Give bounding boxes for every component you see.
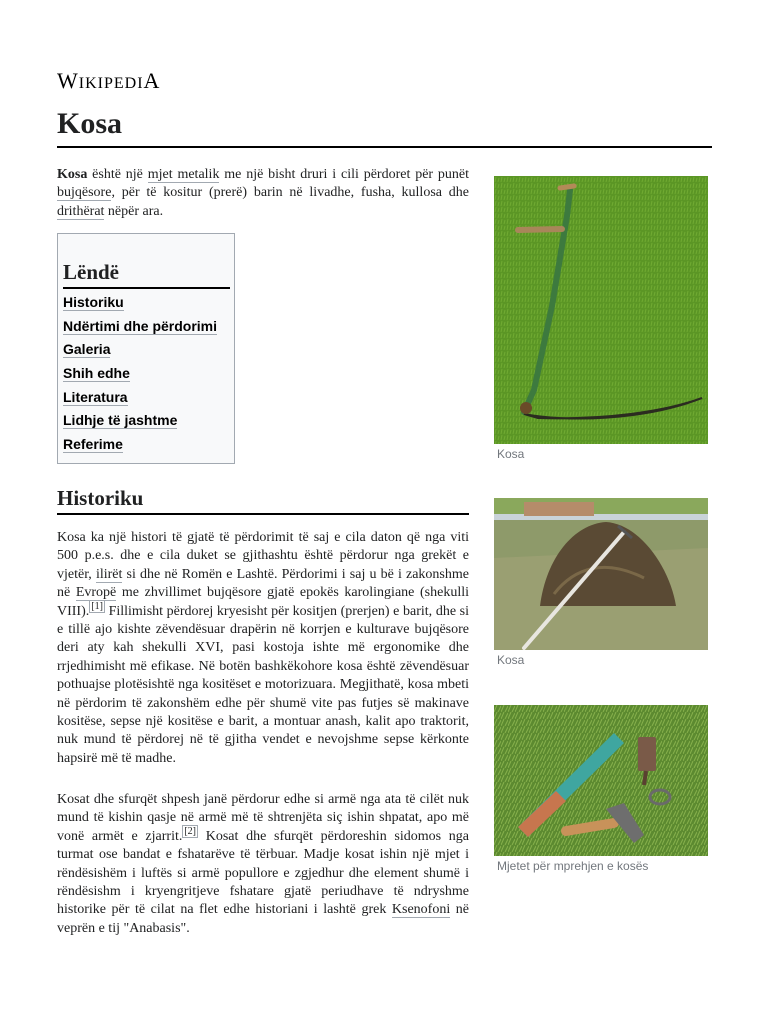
- figure-sharpening-tools: [494, 705, 708, 874]
- link-drітherat[interactable]: drithërat: [57, 203, 105, 219]
- toc-item-shih-edhe[interactable]: Shih edhe: [63, 365, 130, 382]
- link-mjet-metalik[interactable]: mjet metalik: [147, 167, 220, 182]
- toc-item-referime[interactable]: Referime: [63, 436, 123, 453]
- history-paragraph-2: [57, 791, 469, 938]
- toc-item-ndertimi[interactable]: Ndërtimi dhe përdorimi: [63, 317, 218, 334]
- lead-paragraph: [57, 166, 469, 221]
- paragraph-text: Kosat dhe sfurqët shpesh janë përdorur edhe si armë nga ata të cilët nuk mund të kishin qasje në armë më të shtrenjëta siç ishin shpatat, apo më vonë armët e zjarrit.: [57, 792, 469, 844]
- figure-caption: Kosa: [497, 653, 525, 667]
- paragraph-text: Fillimisht përdorej kryesisht për kositjen (prerjen) e barit, dhe si e tillë ajo kishte zëvendësuar drapërin në korrjen e kulturave bujqësore deri aty kah shekulli XVI, pasi kostoja ishte më ergonomike dhe rrjedhimisht më efikase. Në botën bashkëkohore kosa është zëvendësuar pothuajse plotësishtë nga kositëset e motorizuara. Megjithatë, kosa mbeti në përdorim të zakonshëm edhe për shumë vite pas futjes së makinave kositëse, sepse një kositëse e barit, a montuar anash, kalit apo traktorit, nuk mund të përdorej në të gjitha vendet e nevojshme sepse kërkonte hapsirë më të madhe.: [57, 603, 469, 766]
- logo-text-c: A: [143, 68, 161, 93]
- lead-text: me një bisht druri i cili përdoret për punët: [219, 167, 470, 182]
- figure-caption: Kosa: [497, 447, 525, 461]
- lead-text: nëpër ara.: [104, 203, 164, 219]
- wikipedia-logo[interactable]: [57, 68, 160, 94]
- figure-caption: Mjetet për mprehjen e kosës: [497, 859, 649, 873]
- toc-item-galeria[interactable]: Galeria: [63, 341, 111, 358]
- lead-bold-term: Kosa: [57, 167, 88, 182]
- paragraph-text: Kosa ka një histori të gjatë të përdorimit të saj e cila daton që nga viti 500 p.e.s. dhe e cila duket se gjithashtu është përdorur nga grekët e vjetër,: [57, 530, 469, 582]
- paragraph-text: Kosat dhe sfurqët përdoreshin sidomos nga turmat ose bandat e fshatarëve të tërbuar. Madje kosat ishin një mjet i rëndësishëm i luftës si armë popullore e zgjedhur dhe element shumë i rëndësishm i kryengritjeve fshatare gjatë periudhave të ndryshme historike për të cilat na flet edhe historiani i lashtë grek: [57, 828, 469, 918]
- toc-item-literatura[interactable]: Literatura: [63, 388, 128, 405]
- lead-text: është një: [87, 167, 148, 182]
- reference-1[interactable]: [1]: [91, 600, 103, 612]
- paragraph-text: si dhe në Romën e Lashtë. Përdorimi i saj u bë i zakonshme në: [57, 566, 469, 601]
- link-iliret[interactable]: ilirët: [95, 566, 123, 582]
- figure-haystack: [494, 498, 708, 668]
- page-title: Kosa: [57, 104, 712, 148]
- paragraph-text: në veprën e tij "Anabasis".: [57, 902, 469, 936]
- paragraph-text: me zhvillimet bujqësore gjatë epokës karolingiane (shekulli VIII).: [57, 585, 469, 619]
- table-of-contents: [57, 233, 235, 464]
- link-bujqesore[interactable]: bujqësore: [57, 185, 112, 201]
- section-heading-historiku: Historiku: [57, 485, 469, 515]
- toc-list: [63, 294, 217, 460]
- toc-item-lidhje[interactable]: Lidhje të jashtme: [63, 412, 178, 429]
- logo-text-b: IKIPEDI: [78, 75, 144, 92]
- link-ksenofoni[interactable]: Ksenofoni: [391, 902, 451, 918]
- figure-scythe: [494, 176, 708, 462]
- toc-title: Lëndë: [63, 258, 230, 289]
- reference-2[interactable]: [2]: [184, 826, 197, 838]
- haystack-image[interactable]: [494, 498, 708, 650]
- lead-text: , për të kositur (prerë) barin në livadhe, fusha, kullosa dhe: [111, 185, 469, 201]
- scythe-image[interactable]: [494, 176, 708, 444]
- logo-text-a: W: [57, 68, 79, 93]
- link-evrope[interactable]: Evropë: [75, 585, 117, 601]
- sharpening-tools-image[interactable]: [494, 705, 708, 856]
- history-paragraph-1: [57, 529, 469, 768]
- toc-item-historiku[interactable]: Historiku: [63, 294, 124, 310]
